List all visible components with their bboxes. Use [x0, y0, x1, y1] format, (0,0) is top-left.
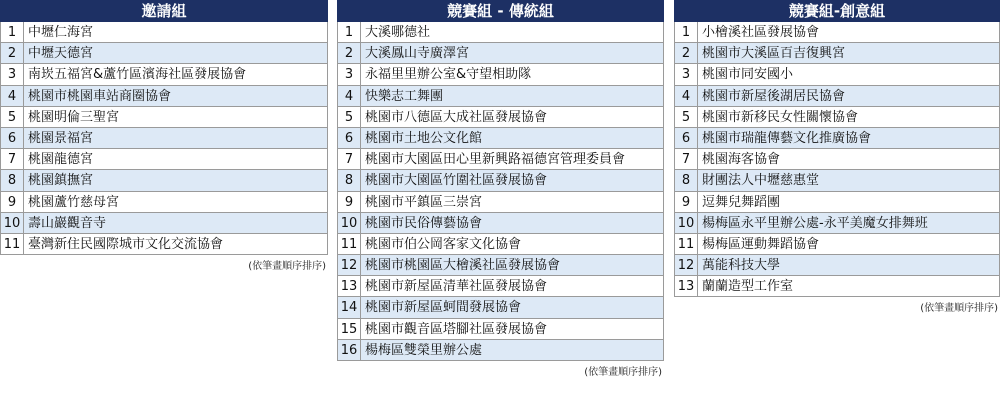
table-row: [675, 234, 999, 255]
table-row: [1, 64, 327, 85]
sort-note: (依筆畫順序排序): [248, 261, 326, 273]
row-name: 桃園市大園區田心里新興路福德宮管理委員會: [365, 152, 626, 168]
row-name: 桃園市新屋區清華社區發展協會: [365, 279, 548, 295]
row-name: 桃園市同安國小: [702, 67, 794, 83]
row-name: 桃園市新屋區蚵間發展協會: [365, 300, 522, 316]
row-number: 3: [675, 64, 698, 84]
row-number: 13: [675, 276, 698, 296]
table-row: [338, 22, 663, 43]
row-number: 6: [675, 128, 698, 148]
row-name: 中壢仁海宮: [28, 25, 94, 40]
table-header: 競賽組 - 傳統組: [337, 0, 664, 22]
row-number: 4: [675, 86, 698, 106]
row-number: 9: [338, 192, 361, 212]
table-row: [675, 43, 999, 64]
row-name: 大溪哪德社: [365, 25, 431, 40]
row-number: 9: [1, 192, 24, 212]
table-row: [675, 149, 999, 170]
table-row: [675, 213, 999, 234]
row-name: 桃園鎮撫宮: [28, 173, 94, 189]
table-body: [337, 22, 664, 361]
table-row: [338, 255, 663, 276]
row-name: 桃園市大園區竹圍社區發展協會: [365, 173, 548, 189]
row-name: 蘭蘭造型工作室: [702, 279, 794, 295]
row-number: 12: [675, 255, 698, 275]
row-name: 桃園龍德宮: [28, 152, 94, 168]
table-row: [1, 192, 327, 213]
row-number: 11: [338, 234, 361, 254]
sort-note: (依筆畫順序排序): [584, 367, 662, 378]
row-name: 桃園蘆竹慈母宮: [28, 194, 120, 210]
row-number: 8: [338, 170, 361, 190]
row-number: 7: [675, 149, 698, 169]
table-row: [338, 319, 663, 340]
row-name: 萬能科技大學: [702, 258, 781, 274]
row-name: 南崁五福宮&蘆竹區濱海社區發展協會: [28, 67, 247, 83]
row-number: 16: [338, 340, 361, 360]
row-name: 桃園市大溪區百吉復興宮: [702, 46, 846, 62]
table-row: [675, 170, 999, 191]
row-name: 桃園市土地公文化館: [365, 130, 483, 146]
row-name: 永福里里辦公室&守望相助隊: [365, 67, 532, 83]
row-number: 3: [1, 64, 24, 84]
table-row: [1, 170, 327, 191]
traditional-group-table: [337, 0, 664, 378]
row-number: 12: [338, 255, 361, 275]
row-number: 5: [675, 107, 698, 127]
table-row: [1, 149, 327, 170]
table-body: [0, 22, 328, 255]
table-row: [1, 213, 327, 234]
table-row: [338, 170, 663, 191]
row-name: 小檜溪社區發展協會: [702, 25, 820, 40]
table-row: [338, 213, 663, 234]
row-number: 3: [338, 64, 361, 84]
table-row: [1, 128, 327, 149]
row-number: 1: [1, 22, 24, 42]
row-name: 桃園市觀音區塔腳社區發展協會: [365, 321, 548, 337]
table-row: [1, 86, 327, 107]
table-row: [338, 192, 663, 213]
row-name: 桃園市平鎮區三崇宮: [365, 194, 483, 210]
row-number: 7: [338, 149, 361, 169]
row-name: 中壢天德宮: [28, 46, 94, 62]
row-number: 13: [338, 276, 361, 296]
row-name: 桃園市新移民女性關懷協會: [702, 109, 859, 125]
row-name: 桃園市伯公岡客家文化協會: [365, 236, 522, 252]
table-row: [1, 234, 327, 255]
row-name: 臺灣新住民國際城市文化交流協會: [28, 236, 224, 252]
row-number: 15: [338, 319, 361, 339]
row-number: 14: [338, 297, 361, 317]
table-row: [675, 22, 999, 43]
table-row: [338, 276, 663, 297]
creative-group-table: [674, 0, 1000, 314]
table-row: [675, 64, 999, 85]
table-row: [338, 234, 663, 255]
table-row: [338, 64, 663, 85]
row-number: 4: [1, 86, 24, 106]
table-header: 邀請組: [0, 0, 328, 22]
row-name: 桃園海客協會: [702, 152, 781, 168]
row-number: 9: [675, 192, 698, 212]
table-row: [1, 22, 327, 43]
row-number: 1: [675, 22, 698, 42]
row-number: 5: [1, 107, 24, 127]
row-number: 10: [1, 213, 24, 233]
row-number: 8: [675, 170, 698, 190]
table-row: [675, 192, 999, 213]
row-number: 11: [1, 234, 24, 254]
row-name: 桃園市民俗傳藝協會: [365, 215, 483, 231]
table-row: [338, 340, 663, 361]
table-row: [338, 128, 663, 149]
row-number: 10: [338, 213, 361, 233]
row-number: 7: [1, 149, 24, 169]
row-number: 2: [1, 43, 24, 63]
row-name: 桃園市新屋後湖居民協會: [702, 88, 846, 104]
table-row: [338, 86, 663, 107]
table-row: [675, 86, 999, 107]
row-name: 桃園景福宮: [28, 130, 94, 146]
row-number: 2: [338, 43, 361, 63]
row-number: 11: [675, 234, 698, 254]
row-name: 桃園明倫三聖宮: [28, 109, 120, 125]
row-number: 5: [338, 107, 361, 127]
row-name: 大溪鳳山寺廣澤宮: [365, 46, 470, 62]
table-row: [1, 43, 327, 64]
row-name: 桃園市瑞龍傳藝文化推廣協會: [702, 130, 872, 146]
table-row: [675, 276, 999, 297]
row-name: 桃園市桃園區大檜溪社區發展協會: [365, 258, 561, 274]
invited-group-table: [0, 0, 328, 272]
row-name: 壽山巖觀音寺: [28, 215, 107, 231]
table-row: [338, 149, 663, 170]
table-header: 競賽組-創意組: [674, 0, 1000, 22]
row-name: 桃園市八德區大成社區發展協會: [365, 109, 548, 125]
row-name: 快樂志工舞團: [365, 88, 444, 104]
table-row: [1, 107, 327, 128]
row-name: 楊梅區雙榮里辦公處: [365, 342, 483, 358]
row-number: 6: [1, 128, 24, 148]
table-body: [674, 22, 1000, 297]
row-name: 逗舞兒舞蹈團: [702, 194, 781, 210]
row-number: 6: [338, 128, 361, 148]
table-row: [675, 255, 999, 276]
table-row: [675, 128, 999, 149]
row-number: 2: [675, 43, 698, 63]
row-number: 1: [338, 22, 361, 42]
table-row: [675, 107, 999, 128]
sort-note: (依筆畫順序排序): [920, 303, 998, 315]
table-row: [338, 297, 663, 318]
row-number: 10: [675, 213, 698, 233]
table-row: [338, 43, 663, 64]
row-number: 8: [1, 170, 24, 190]
table-row: [338, 107, 663, 128]
row-name: 財團法人中壢慈惠堂: [702, 173, 820, 189]
row-number: 4: [338, 86, 361, 106]
row-name: 桃園市桃園車站商圈協會: [28, 88, 172, 104]
row-name: 楊梅區永平里辦公處-永平美魔女排舞班: [702, 215, 928, 231]
row-name: 楊梅區運動舞蹈協會: [702, 236, 820, 252]
